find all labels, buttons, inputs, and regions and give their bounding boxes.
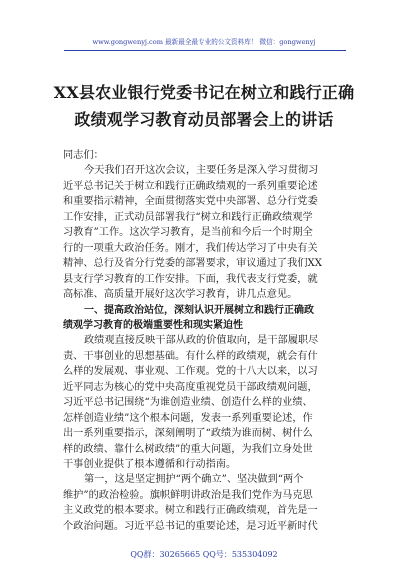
body-line: 习教育”工作。这次学习教育，是当前和今后一个时期全 [63, 227, 313, 239]
body-line: 维护”的政治检验。旗帜鲜明讲政治是我们党作为马克思 [63, 489, 313, 501]
body-line: 近平同志为核心的党中央高度重视党员干部政绩观问题， [63, 381, 318, 393]
body-line: 样的政绩、靠什么树政绩”的重大问题，为我们立身处世 [63, 443, 313, 455]
body-line: 行的一项重大政治任务。刚才，我们传达学习了中央有关 [63, 242, 318, 254]
section-heading-line: 一、提高政治站位，深刻认识开展树立和践行正确政 [84, 304, 314, 316]
body-line: 近平总书记关于树立和践行正确政绩观的一系列重要论述 [63, 180, 318, 192]
body-line: 责、干事创业的思想基础。有什么样的政绩观，就会有什 [63, 350, 318, 362]
body-line: 精神、总行及省分行党委的部署要求，审议通过了我们XX [63, 258, 323, 270]
body-line: 政绩观直接反映干部从政的价值取向，是干部履职尽 [84, 335, 319, 347]
body-line: 高标准、高质量开展好这次学习教育，讲几点意见。 [63, 289, 298, 301]
body-line: 干事创业提供了根本遵循和行动指南。 [63, 459, 237, 470]
body-line: 习近平总书记围绕“为谁创造业绩、创造什么样的业绩、 [63, 397, 313, 409]
body-line: 工作安排，正式动员部署我行“树立和践行正确政绩观学 [63, 211, 313, 223]
header-banner: www.gongwenyj.com 最新最全最专业的公文资料库！ 微信：gongwenyj [92, 38, 316, 46]
body-line: 么样的发展观、事业观、工作观。党的十八大以来，以习 [63, 366, 318, 378]
body-line: 第一，这是坚定拥护“两个确立”、坚决做到“两个 [84, 474, 304, 486]
body-line: 主义政党的根本要求。树立和践行正确政绩观，首先是一 [63, 505, 318, 517]
title-line-2: 政绩观学习教育动员部署会上的讲话 [74, 110, 334, 129]
body-line: 今天我们召开这次会议，主要任务是深入学习贯彻习 [84, 165, 319, 177]
section-heading-line: 绩观学习教育的极端重要性和现实紧迫性 [63, 319, 243, 331]
footer-contact: QQ群：30265665 QQ号：535304092 [130, 550, 278, 559]
body-line: 出一系列重要指示，深刻阐明了“政绩为谁而树、树什么 [63, 428, 313, 440]
body-line: 怎样创造业绩”这个根本问题，发表一系列重要论述，作 [63, 412, 313, 424]
title-line-1: XX县农业银行党委书记在树立和践行正确 [53, 83, 355, 102]
header-rule [64, 50, 346, 51]
body-line: 县支行学习教育的工作安排。下面，我代表支行党委，就 [63, 273, 318, 285]
body-line: 同志们： [63, 150, 104, 161]
body-line: 和重要指示精神，全面贯彻落实党中央部署、总分行党委 [63, 196, 318, 208]
body-line: 个政治问题。习近平总书记的重要论述，是习近平新时代 [63, 520, 318, 532]
